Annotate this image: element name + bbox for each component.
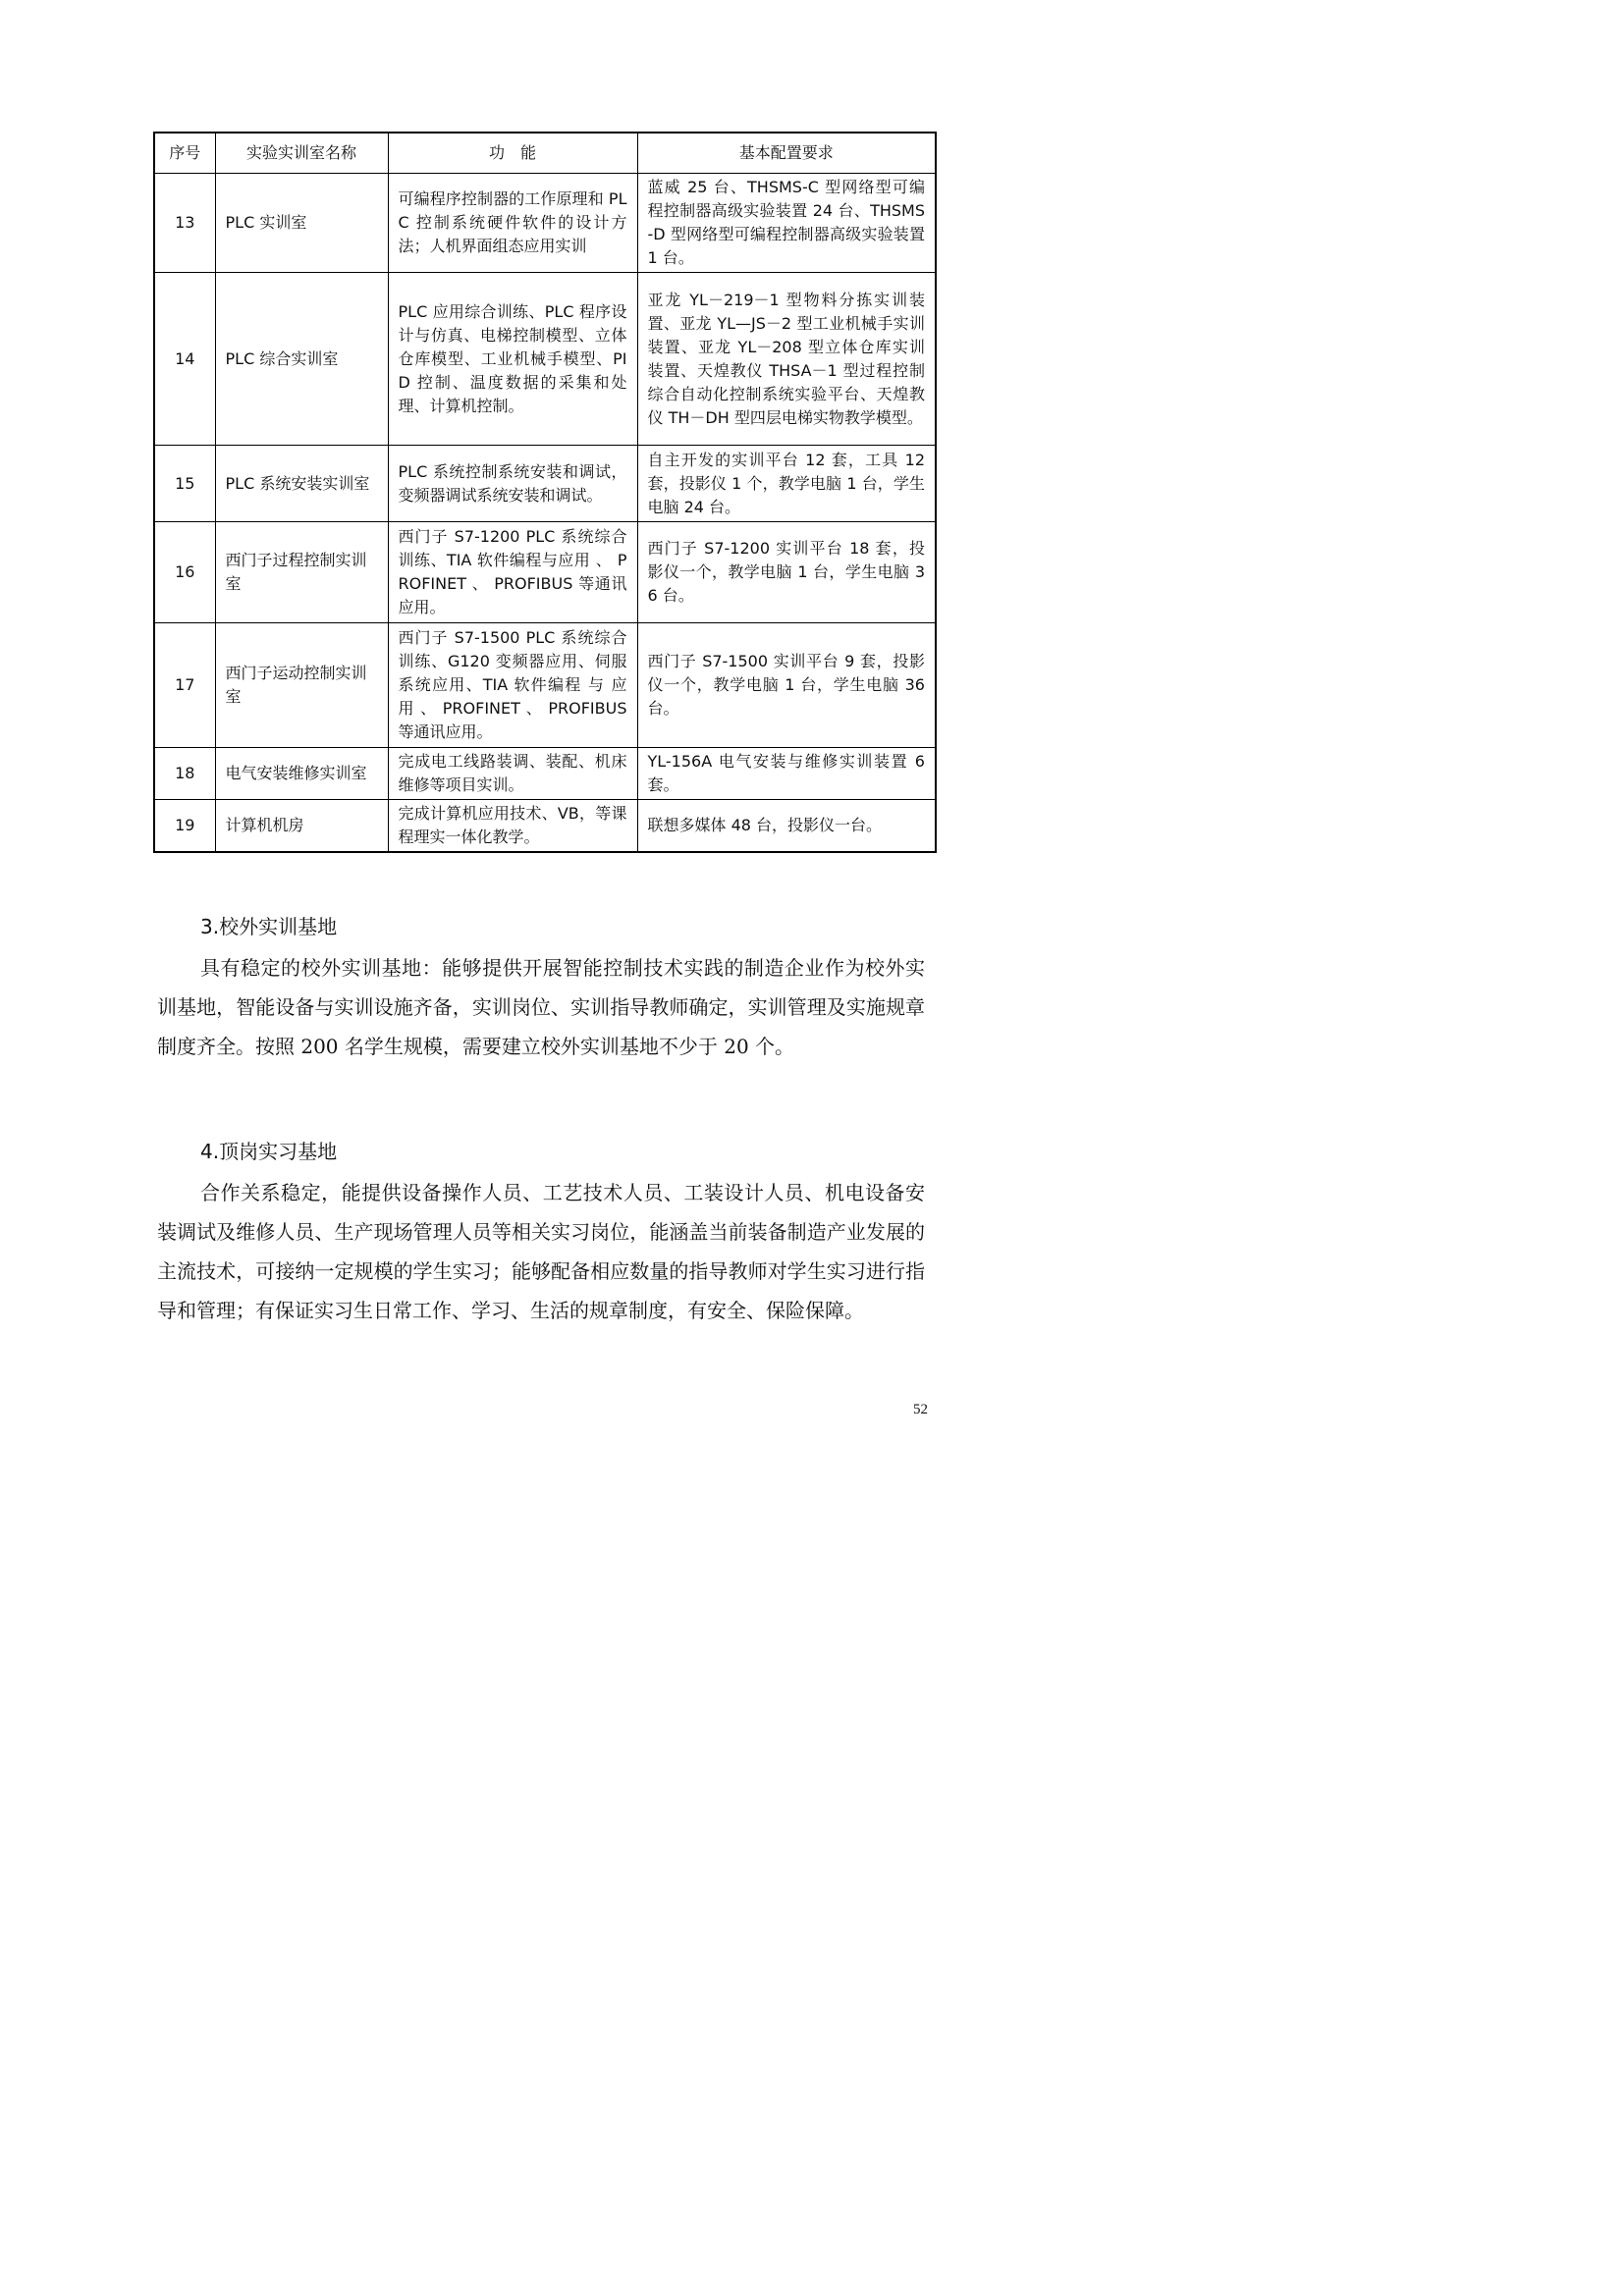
table-row bbox=[154, 273, 936, 446]
row-function: PLC 系统控制系统安装和调试，变频器调试系统安装和调试。 bbox=[388, 446, 637, 522]
row-no: 14 bbox=[154, 273, 215, 446]
row-config: 联想多媒体 48 台，投影仪一台。 bbox=[637, 800, 936, 853]
page-number: 52 bbox=[913, 1402, 928, 1417]
row-function: 西门子 S7-1200 PLC 系统综合训练、TIA 软件编程与应用 、 PROFINET 、 PROFIBUS 等通讯应用。 bbox=[388, 522, 637, 623]
row-no: 17 bbox=[154, 623, 215, 748]
header-room-name: 实验实训室名称 bbox=[215, 133, 388, 174]
row-no: 19 bbox=[154, 800, 215, 853]
row-config: 自主开发的实训平台 12 套，工具 12 套，投影仪 1 个，教学电脑 1 台，学生电脑 24 台。 bbox=[637, 446, 936, 522]
row-function: 可编程序控制器的工作原理和 PLC 控制系统硬件软件的设计方法；人机界面组态应用实训 bbox=[388, 174, 637, 273]
row-room-name: PLC 实训室 bbox=[215, 174, 388, 273]
row-config: YL-156A 电气安装与维修实训装置 6 套。 bbox=[637, 748, 936, 800]
row-no: 18 bbox=[154, 748, 215, 800]
row-room-name: 电气安装维修实训室 bbox=[215, 748, 388, 800]
table-row bbox=[154, 748, 936, 800]
row-function: 西门子 S7-1500 PLC 系统综合训练、G120 变频器应用、伺服系统应用、TIA 软件编程 与 应 用 、 PROFINET 、 PROFIBUS 等通讯应用。 bbox=[388, 623, 637, 748]
header-function: 功 能 bbox=[388, 133, 637, 174]
table-row bbox=[154, 522, 936, 623]
section-heading-offcampus-base: 3.校外实训基地 bbox=[200, 915, 338, 938]
header-no: 序号 bbox=[154, 133, 215, 174]
row-function: PLC 应用综合训练、PLC 程序设计与仿真、电梯控制模型、立体仓库模型、工业机械手模型、PID 控制、温度数据的采集和处理、计算机控制。 bbox=[388, 273, 637, 446]
lab-equipment-table bbox=[153, 132, 937, 853]
row-config: 亚龙 YL－219－1 型物料分拣实训装置、亚龙 YL—JS－2 型工业机械手实训装置、亚龙 YL－208 型立体仓库实训装置、天煌教仪 THSA－1 型过程控制综合自动化控制系统实验平台、天煌教仪 TH－DH 型四层电梯实物教学模型。 bbox=[637, 273, 936, 446]
row-room-name: 计算机机房 bbox=[215, 800, 388, 853]
section-heading-internship-base: 4.顶岗实习基地 bbox=[200, 1140, 338, 1163]
row-config: 西门子 S7-1500 实训平台 9 套，投影仪一个，教学电脑 1 台，学生电脑 36 台。 bbox=[637, 623, 936, 748]
row-no: 15 bbox=[154, 446, 215, 522]
section-text-internship-base: 合作关系稳定，能提供设备操作人员、工艺技术人员、工装设计人员、机电设备安装调试及维修人员、生产现场管理人员等相关实习岗位，能涵盖当前装备制造产业发展的主流技术，可接纳一定规模的学生实习；能够配备相应数量的指导教师对学生实习进行指导和管理；有保证实习生日常工作、学习、生活的规章制度，有安全、保险保障。 bbox=[157, 1181, 925, 1322]
header-config: 基本配置要求 bbox=[637, 133, 936, 174]
table-row bbox=[154, 800, 936, 853]
row-room-name: PLC 系统安装实训室 bbox=[215, 446, 388, 522]
row-room-name: PLC 综合实训室 bbox=[215, 273, 388, 446]
table-row bbox=[154, 446, 936, 522]
table-row bbox=[154, 174, 936, 273]
row-config: 蓝威 25 台、THSMS-C 型网络型可编程控制器高级实验装置 24 台、THSMS-D 型网络型可编程控制器高级实验装置 1 台。 bbox=[637, 174, 936, 273]
row-no: 16 bbox=[154, 522, 215, 623]
table-row bbox=[154, 623, 936, 748]
row-no: 13 bbox=[154, 174, 215, 273]
table-header-row bbox=[154, 133, 936, 174]
row-config: 西门子 S7-1200 实训平台 18 套，投影仪一个，教学电脑 1 台，学生电脑 36 台。 bbox=[637, 522, 936, 623]
row-room-name: 西门子过程控制实训室 bbox=[215, 522, 388, 623]
section-text-offcampus-base: 具有稳定的校外实训基地：能够提供开展智能控制技术实践的制造企业作为校外实训基地，智能设备与实训设施齐备，实训岗位、实训指导教师确定，实训管理及实施规章制度齐全。按照 200 名学生规模，需要建立校外实训基地不少于 20 个。 bbox=[157, 956, 925, 1058]
row-function: 完成电工线路装调、装配、机床维修等项目实训。 bbox=[388, 748, 637, 800]
row-function: 完成计算机应用技术、VB，等课程理实一体化教学。 bbox=[388, 800, 637, 853]
row-room-name: 西门子运动控制实训室 bbox=[215, 623, 388, 748]
